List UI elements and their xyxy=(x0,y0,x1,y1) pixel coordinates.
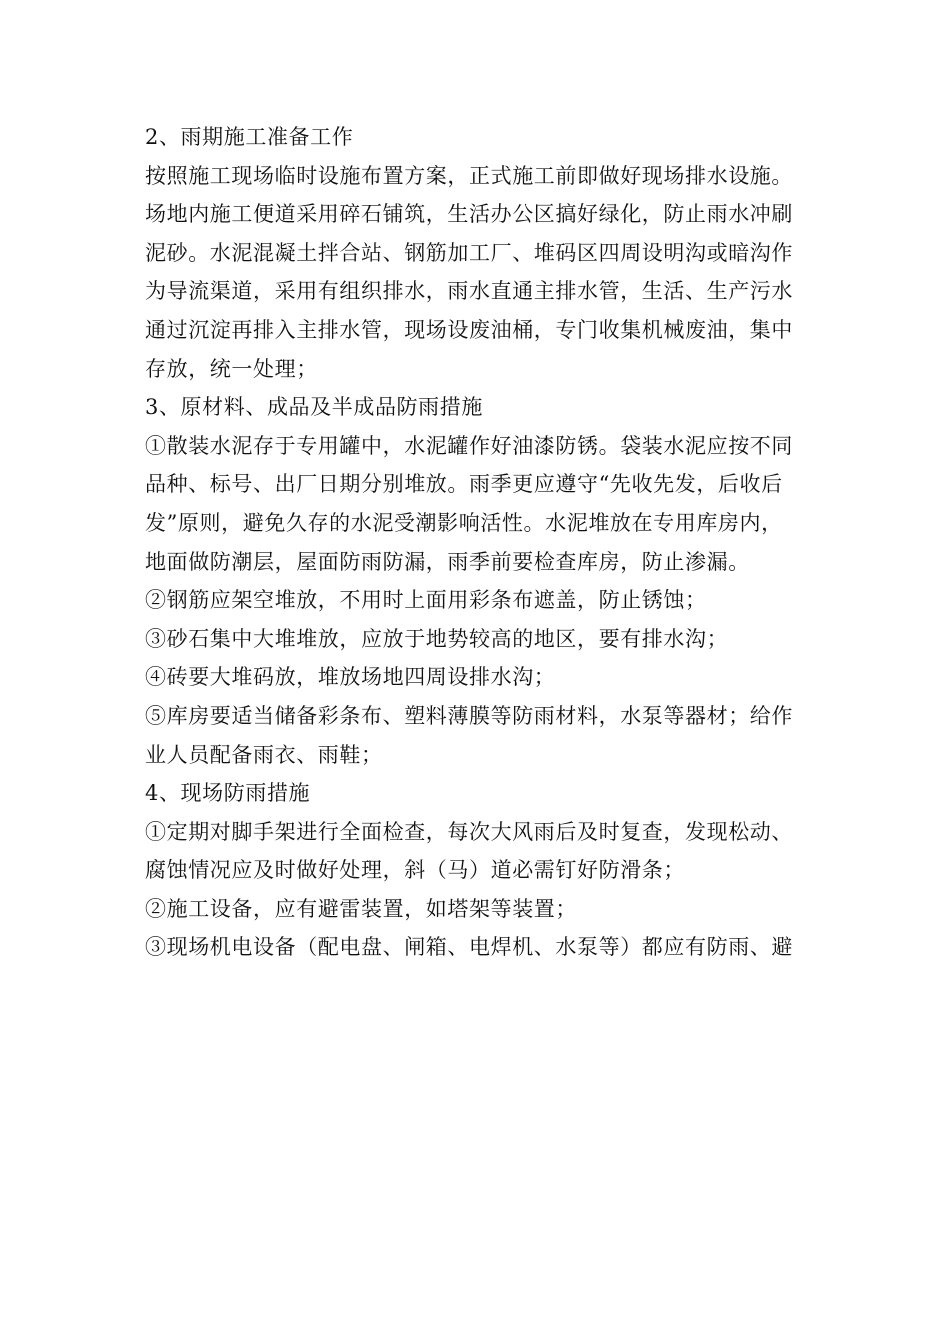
list-item-line: ⑤库房要适当储备彩条布、塑料薄膜等防雨材料，水泵等器材；给作 xyxy=(145,703,793,728)
list-item-line: ③现场机电设备（配电盘、闸箱、电焊机、水泵等）都应有防雨、避 xyxy=(145,935,793,960)
list-item-line: 腐蚀情况应及时做好处理，斜（马）道必需钉好防滑条； xyxy=(145,858,685,883)
paragraph-line: 泥砂。水泥混凝土拌合站、钢筋加工厂、堆码区四周设明沟或暗沟作 xyxy=(145,240,793,265)
paragraph-line: 存放，统一处理； xyxy=(145,356,318,381)
list-item-line: ②钢筋应架空堆放，不用时上面用彩条布遮盖，防止锈蚀； xyxy=(145,588,707,613)
paragraph-line: ①散装水泥存于专用罐中，水泥罐作好油漆防锈。袋装水泥应按不同 xyxy=(145,433,793,458)
paragraph-line: 场地内施工便道采用碎石铺筑，生活办公区搞好绿化，防止雨水冲刷 xyxy=(145,202,793,227)
section-heading-2: 2、雨期施工准备工作 xyxy=(145,125,354,149)
list-item-line: ③砂石集中大堆堆放，应放于地势较高的地区，要有排水沟； xyxy=(145,626,729,651)
paragraph-line: 品种、标号、出厂日期分别堆放。雨季更应遵守“先收先发，后收后 xyxy=(145,472,783,497)
list-item-line: ④砖要大堆码放，堆放场地四周设排水沟； xyxy=(145,665,556,690)
section-heading-4: 4、现场防雨措施 xyxy=(145,781,311,806)
list-item-line: ①定期对脚手架进行全面检查，每次大风雨后及时复查，发现松动、 xyxy=(145,819,793,844)
list-item-line: 业人员配备雨衣、雨鞋； xyxy=(145,742,383,767)
paragraph-line: 通过沉淀再排入主排水管，现场设废油桶，专门收集机械废油，集中 xyxy=(145,317,793,342)
list-item-line: ②施工设备，应有避雷装置，如塔架等装置； xyxy=(145,896,577,921)
paragraph-line: 按照施工现场临时设施布置方案，正式施工前即做好现场排水设施。 xyxy=(145,163,793,188)
section-heading-3: 3、原材料、成品及半成品防雨措施 xyxy=(145,395,483,420)
document-body xyxy=(145,118,810,967)
paragraph-line: 发”原则，避免久存的水泥受潮影响活性。水泥堆放在专用库房内， xyxy=(145,510,783,535)
paragraph-line: 地面做防潮层，屋面防雨防漏，雨季前要检查库房，防止渗漏。 xyxy=(145,549,750,574)
paragraph-line: 为导流渠道，采用有组织排水，雨水直通主排水管，生活、生产污水 xyxy=(145,279,793,304)
